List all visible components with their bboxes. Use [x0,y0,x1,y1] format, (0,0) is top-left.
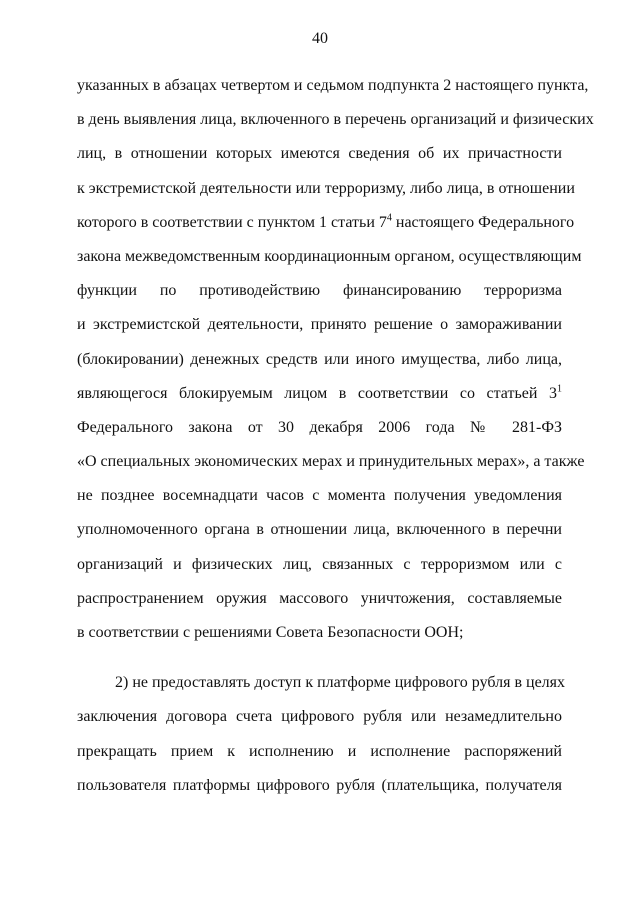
text-line: распространением оружия массового уничтожения, составляемые [77,589,562,607]
paragraph-1 [77,69,594,650]
text-line: в соответствии с решениями Совета Безопасности ООН; [77,624,464,641]
text-line: лиц, в отношении которых имеются сведения об их причастности [77,145,562,163]
text-fragment: являющегося блокируемым лицом в соответствии со статьей 3 [77,384,557,402]
text-line: закона межведомственным координационным органом, осуществляющим [77,247,582,265]
text-line [77,377,562,411]
superscript: 1 [557,383,562,395]
text-line: уполномоченного органа в отношении лица, включенного в перечни [77,521,562,539]
text-fragment: настоящего Федерального [391,213,575,231]
text-line: не позднее восемнадцати часов с момента получения уведомления [77,487,562,505]
paragraph-spacing [77,650,562,666]
text-line: «О специальных экономических мерах и принудительных мерах», а также [77,453,585,471]
paragraph-2 [77,666,566,803]
text-fragment: которого в соответствии с пунктом 1 статьи 7 [77,213,387,231]
text-line [77,206,575,240]
text-line: к экстремистской деятельности или терроризму, либо лица, в отношении [77,179,575,197]
page-number: 40 [312,30,328,47]
document-body [77,69,594,803]
text-line: организаций и физических лиц, связанных с терроризмом или с [77,555,562,573]
text-line: и экстремистской деятельности, принято решение о замораживании [77,316,562,334]
text-line: прекращать прием к исполнению и исполнение распоряжений [77,742,562,760]
text-line: в день выявления лица, включенного в перечень организаций и физических [77,111,594,129]
text-line: Федерального закона от 30 декабря 2006 года № 281-ФЗ [77,418,562,436]
text-line: (блокировании) денежных средств или иного имущества, либо лица, [77,350,562,368]
text-line: заключения договора счета цифрового рубля или незамедлительно [77,708,562,726]
text-line: указанных в абзацах четвертом и седьмом подпункта 2 настоящего пункта, [77,77,589,94]
superscript: 4 [386,212,392,224]
text-line: 2) не предоставлять доступ к платформе цифрового рубля в целях [115,674,566,692]
text-line: функции по противодействию финансированию терроризма [77,282,562,300]
text-line: пользователя платформы цифрового рубля (плательщика, получателя [77,776,562,794]
